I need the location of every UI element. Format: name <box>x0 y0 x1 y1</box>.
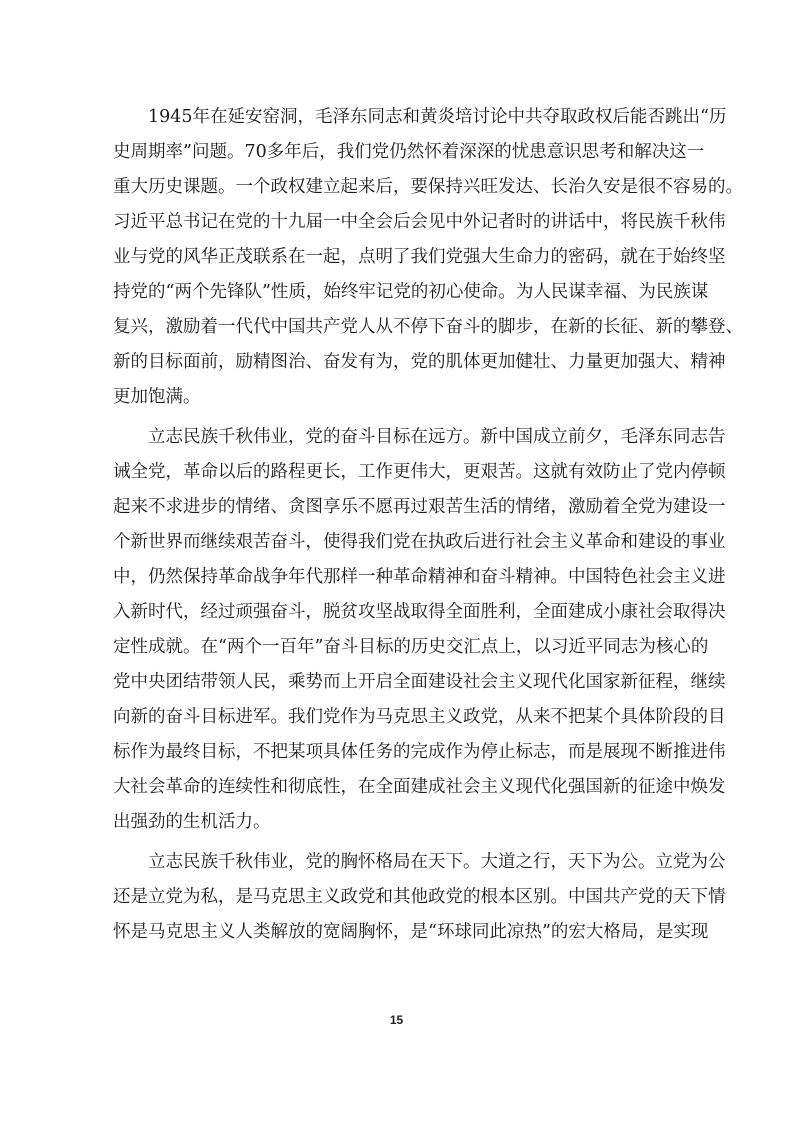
text-line: 定性成就。在“两个一百年”奋斗目标的历史交汇点上，以习近平同志为核心的 <box>113 637 709 657</box>
text-line: 怀是马克思主义人类解放的宽阔胸怀，是“环球同此凉热”的宏大格局，是实现 <box>113 922 709 942</box>
text-line: 持党的“两个先锋队”性质，始终牢记党的初心使命。为人民谋幸福、为民族谋 <box>113 282 709 302</box>
text-line: 个新世界而继续艰苦奋斗，使得我们党在执政后进行社会主义革命和建设的事业 <box>113 532 726 552</box>
text-line: 复兴，激励着一代代中国共产党人从不停下奋斗的脚步，在新的长征、新的攀登、 <box>113 317 743 337</box>
text-line: 出强劲的生机活力。 <box>113 812 271 832</box>
text-line: 史周期率”问题。70多年后，我们党仍然怀着深深的忧患意识思考和解决这一 <box>113 142 705 162</box>
body-text <box>113 100 743 955</box>
paragraph <box>113 420 726 840</box>
text-line: 习近平总书记在党的十九届一中全会后会见中外记者时的讲话中，将民族千秋伟 <box>113 212 726 232</box>
paragraph <box>113 845 726 950</box>
text-line: 更加饱满。 <box>113 387 201 407</box>
text-line: 中，仍然保持革命战争年代那样一种革命精神和奋斗精神。中国特色社会主义进 <box>113 567 726 587</box>
text-line: 向新的奋斗目标进军。我们党作为马克思主义政党，从来不把某个具体阶段的目 <box>113 707 726 727</box>
text-line: 标作为最终目标，不把某项具体任务的完成作为停止标志，而是展现不断推进伟 <box>113 742 726 762</box>
paragraph <box>113 100 743 415</box>
text-line: 入新时代，经过顽强奋斗，脱贫攻坚战取得全面胜利，全面建成小康社会取得决 <box>113 602 726 622</box>
text-line: 立志民族千秋伟业，党的奋斗目标在远方。新中国成立前夕，毛泽东同志告 <box>148 427 726 447</box>
text-line: 立志民族千秋伟业，党的胸怀格局在天下。大道之行，天下为公。立党为公 <box>148 852 726 872</box>
text-line: 重大历史课题。一个政权建立起来后，要保持兴旺发达、长治久安是很不容易的。 <box>113 177 743 197</box>
text-line: 新的目标面前，励精图治、奋发有为，党的肌体更加健壮、力量更加强大、精神 <box>113 352 726 372</box>
text-line: 还是立党为私，是马克思主义政党和其他政党的根本区别。中国共产党的天下情 <box>113 887 726 907</box>
text-line: 党中央团结带领人民，乘势而上开启全面建设社会主义现代化国家新征程，继续 <box>113 672 726 692</box>
text-line: 诫全党，革命以后的路程更长，工作更伟大，更艰苦。这就有效防止了党内停顿 <box>113 462 726 482</box>
text-line: 大社会革命的连续性和彻底性，在全面建成社会主义现代化强国新的征途中焕发 <box>113 777 726 797</box>
page-number: 15 <box>389 1013 404 1027</box>
text-line: 1945年在延安窑洞，毛泽东同志和黄炎培讨论中共夺取政权后能否跳出“历 <box>148 107 727 127</box>
text-line: 起来不求进步的情绪、贪图享乐不愿再过艰苦生活的情绪，激励着全党为建设一 <box>113 497 726 517</box>
text-line: 业与党的风华正茂联系在一起，点明了我们党强大生命力的密码，就在于始终坚 <box>113 247 726 267</box>
